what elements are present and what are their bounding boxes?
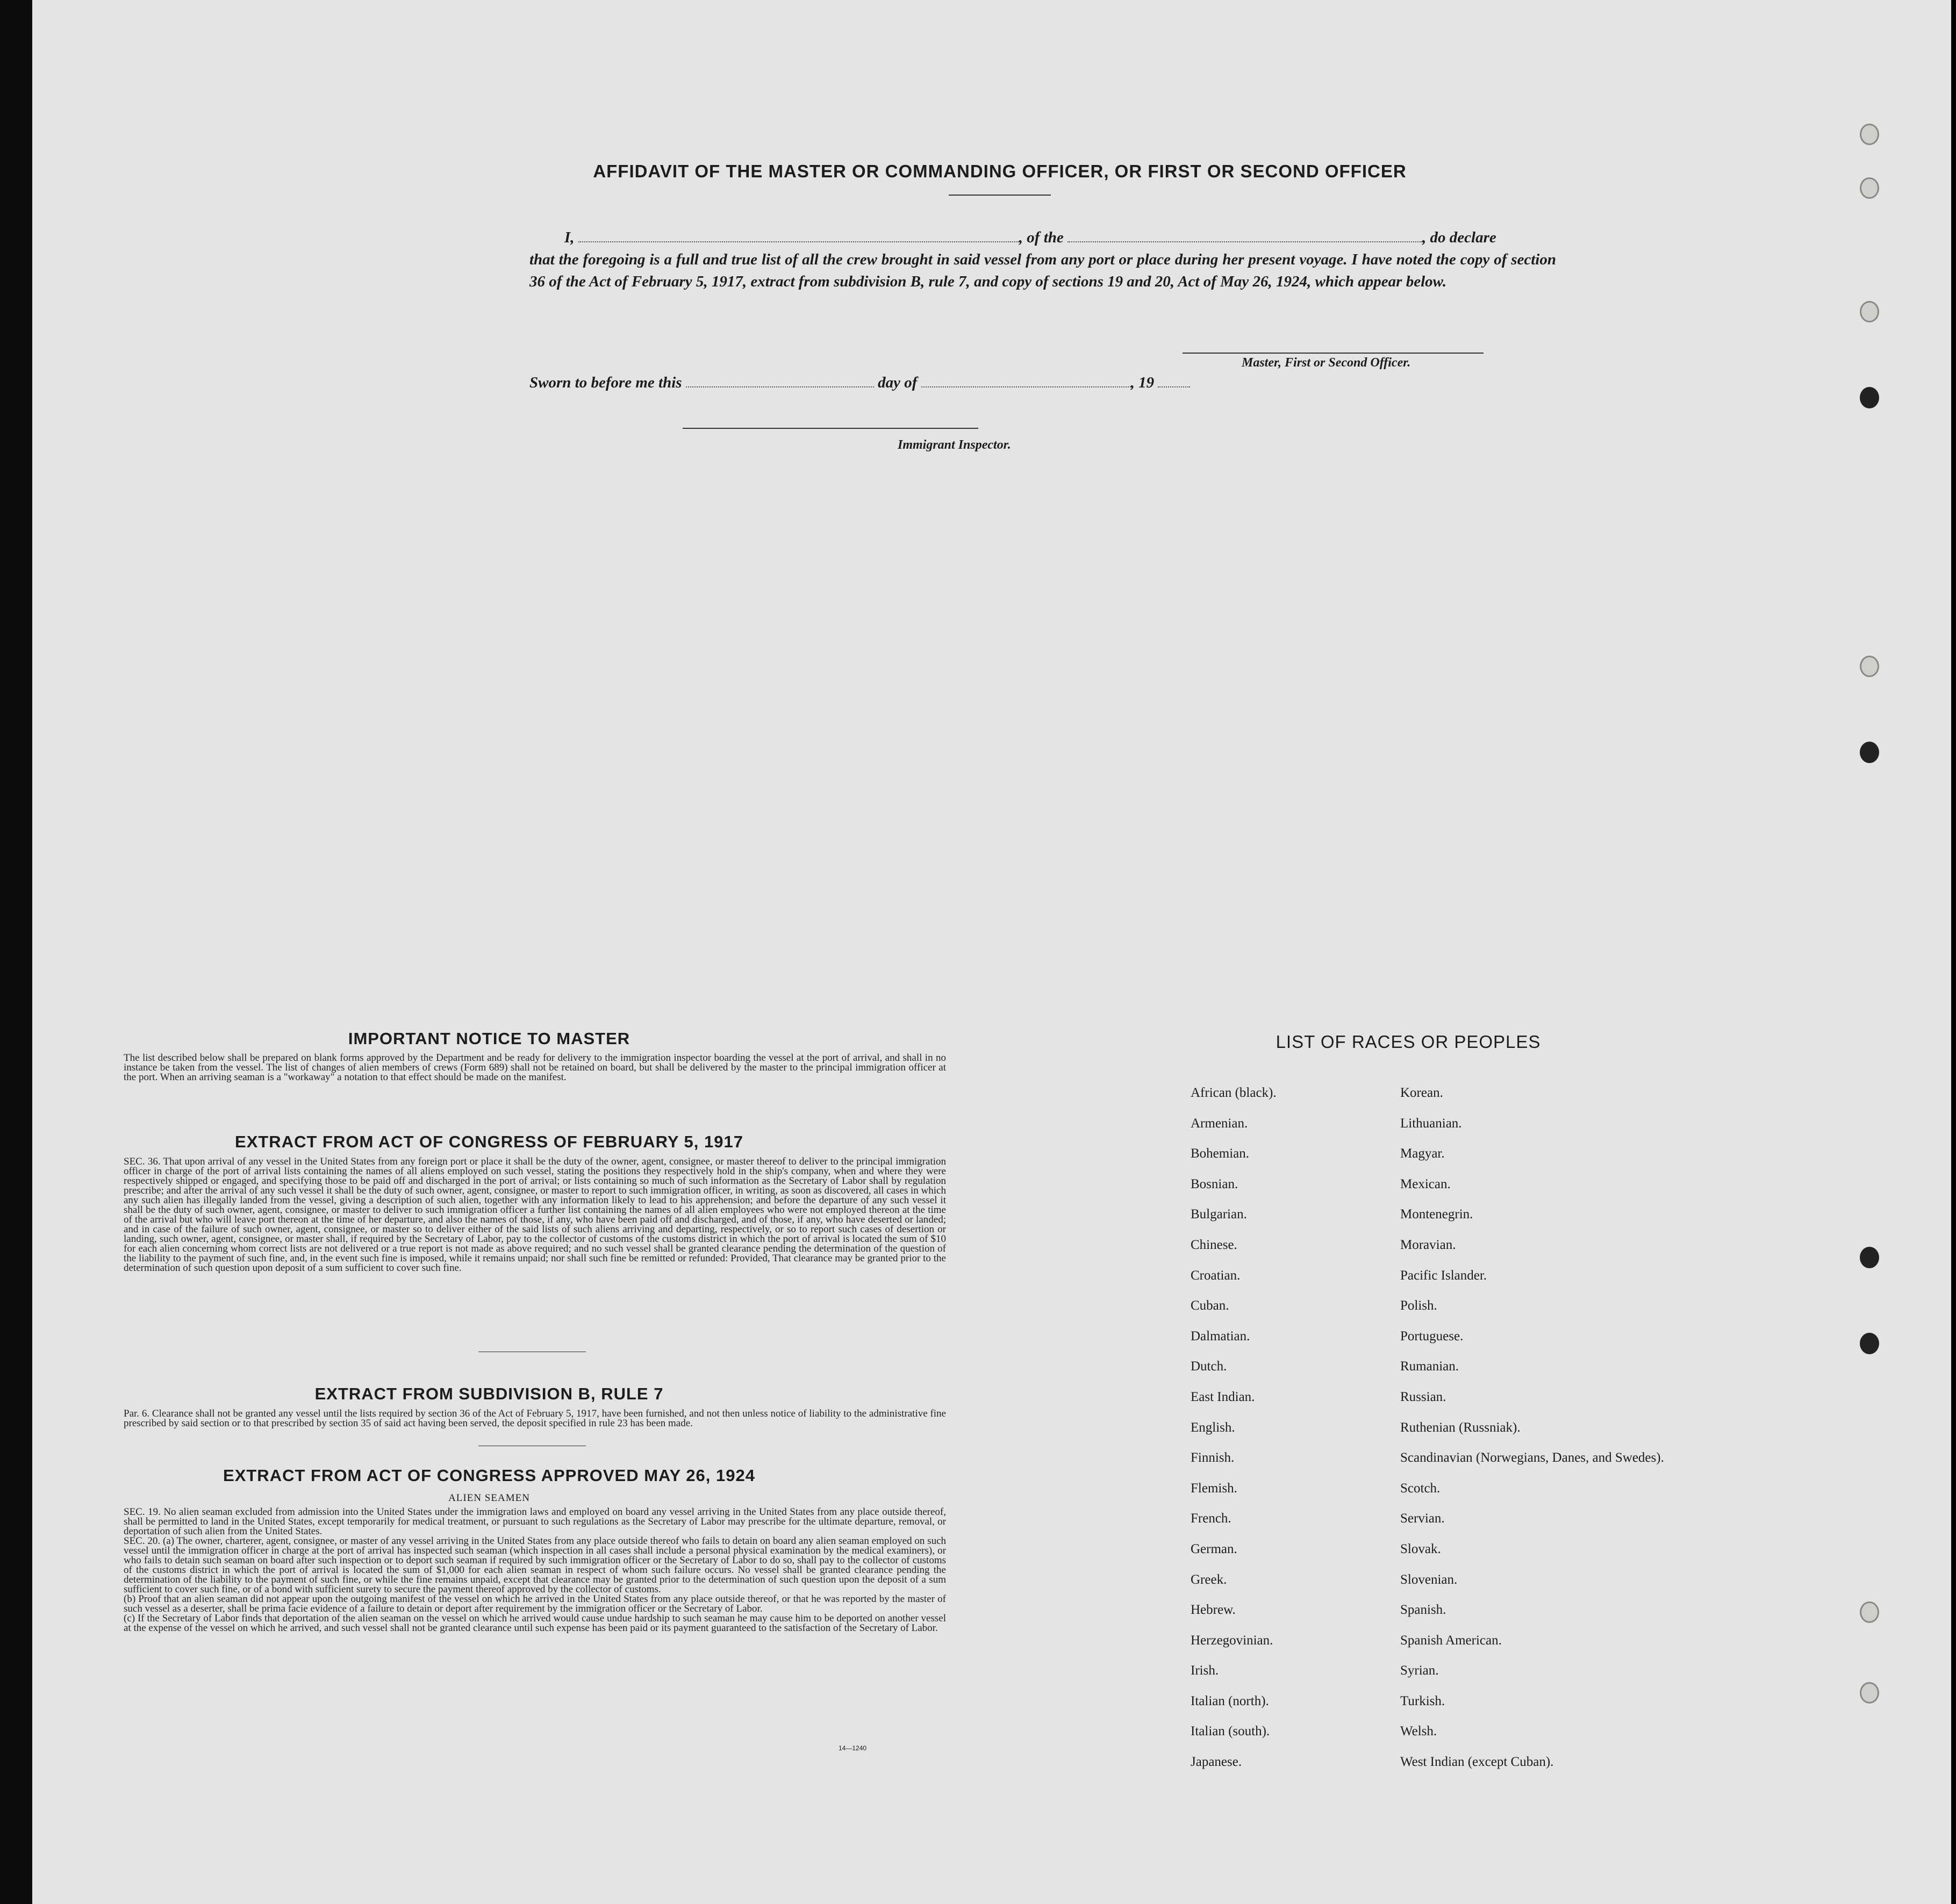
affidavit-body: that the foregoing is a full and true list of all the crew brought in said vessel from any port or place during her present voyage. I have noted the copy of section 36 of the Act of February 5, 1917, extract from subdivision B, rule 7, and copy of sections 19 and 20, Act of May 26, 1924, which appear below. xyxy=(529,251,1556,290)
extract-1924-title: EXTRACT FROM ACT OF CONGRESS APPROVED MAY 26, 1924 xyxy=(223,1466,755,1485)
race-item: Korean. xyxy=(1400,1086,1443,1100)
affidavit-do-declare: , do declare xyxy=(1422,229,1496,246)
races-right-column xyxy=(1400,1078,1664,1778)
sec-20b-text: (b) Proof that an alien seaman did not appear upon the outgoing manifest of the vessel on which he arrived in the United States from any place outside thereof, or that he was reported by the master of such vessel as a deserter, shall be prima facie evidence of a failure to detain or deport after requirement by the immigration officer or the Secretary of Labor. xyxy=(124,1593,946,1614)
day-blank[interactable] xyxy=(686,373,874,387)
name-blank[interactable] xyxy=(578,228,1019,242)
notice-title: IMPORTANT NOTICE TO MASTER xyxy=(348,1029,630,1048)
race-item: Cuban. xyxy=(1191,1298,1229,1313)
race-item: Finnish. xyxy=(1191,1450,1235,1465)
alien-seamen-subtitle: ALIEN SEAMEN xyxy=(448,1492,530,1504)
form-number: 14—1240 xyxy=(839,1744,867,1752)
race-item: Flemish. xyxy=(1191,1481,1237,1496)
race-item: Ruthenian (Russniak). xyxy=(1400,1420,1521,1435)
sworn-text: Sworn to before me this xyxy=(529,374,682,391)
sworn-line xyxy=(529,372,1336,394)
race-item: German. xyxy=(1191,1541,1237,1556)
race-item: Slovenian. xyxy=(1400,1572,1458,1587)
race-item: Scandinavian (Norwegians, Danes, and Swedes). xyxy=(1400,1450,1664,1465)
race-item: Greek. xyxy=(1191,1572,1227,1587)
race-item: Russian. xyxy=(1400,1389,1446,1404)
binder-hole xyxy=(1860,1247,1879,1268)
race-item: Dalmatian. xyxy=(1191,1328,1250,1343)
binder-hole xyxy=(1860,1682,1879,1704)
race-item: Italian (north). xyxy=(1191,1693,1269,1708)
inspector-caption: Immigrant Inspector. xyxy=(898,438,1011,452)
race-item: Bosnian. xyxy=(1191,1176,1238,1191)
year-text: , 19 xyxy=(1130,374,1155,391)
race-item: French. xyxy=(1191,1511,1231,1526)
race-item: Dutch. xyxy=(1191,1359,1227,1374)
day-of-text: day of xyxy=(878,374,918,391)
form-page xyxy=(32,0,1951,1904)
title-rule xyxy=(949,195,1051,196)
races-title: LIST OF RACES OR PEOPLES xyxy=(1276,1032,1541,1052)
race-item: Servian. xyxy=(1400,1511,1445,1526)
race-item: Polish. xyxy=(1400,1298,1437,1313)
sec-19-text: SEC. 19. No alien seaman excluded from admission into the United States under the immigration laws and employed on board any vessel arriving in the United States from any place outside thereof, shall be permitted to land in the United States, except temporarily for medical treatment, or pursuant to such regulations as the Secretary of Labor may prescribe for the ultimate departure, removal, or deportation of such alien from the United States. xyxy=(124,1506,946,1537)
affidavit-declaration xyxy=(529,227,1556,293)
race-item: Syrian. xyxy=(1400,1663,1439,1678)
races-left-column xyxy=(1191,1078,1277,1778)
race-item: Italian (south). xyxy=(1191,1724,1270,1739)
affidavit-i: I, xyxy=(564,229,575,246)
race-item: Slovak. xyxy=(1400,1541,1441,1556)
binder-hole xyxy=(1860,177,1879,199)
binder-hole xyxy=(1860,387,1879,408)
race-item: Rumanian. xyxy=(1400,1359,1459,1374)
sec-20c-text: (c) If the Secretary of Labor finds that deportation of the alien seaman on the vessel on which he arrived would cause undue hardship to such seaman he may cause him to be deported on another vessel at the expense of the vessel on which he arrived, and such vessel shall not be granted clearance until such expense has been paid or its payment guaranteed to the satisfaction of the Secretary of Labor. xyxy=(124,1613,946,1634)
binder-hole xyxy=(1860,301,1879,322)
binder-hole xyxy=(1860,1333,1879,1354)
race-item: Bulgarian. xyxy=(1191,1207,1247,1222)
race-item: Portuguese. xyxy=(1400,1328,1464,1343)
race-item: African (black). xyxy=(1191,1086,1277,1100)
race-item: Bohemian. xyxy=(1191,1146,1250,1161)
vessel-blank[interactable] xyxy=(1067,228,1422,242)
race-item: East Indian. xyxy=(1191,1389,1255,1404)
race-item: Spanish. xyxy=(1400,1603,1446,1618)
extract-1917-title: EXTRACT FROM ACT OF CONGRESS OF FEBRUARY 5, 1917 xyxy=(235,1132,743,1151)
extract-rule7-title: EXTRACT FROM SUBDIVISION B, RULE 7 xyxy=(314,1384,664,1403)
binder-hole xyxy=(1860,124,1879,145)
race-item: Japanese. xyxy=(1191,1755,1242,1770)
race-item: Montenegrin. xyxy=(1400,1207,1473,1222)
race-item: Chinese. xyxy=(1191,1237,1237,1252)
race-item: Scotch. xyxy=(1400,1481,1441,1496)
scan-edge xyxy=(0,0,32,1904)
race-item: Mexican. xyxy=(1400,1176,1451,1191)
race-item: Magyar. xyxy=(1400,1146,1445,1161)
binder-hole xyxy=(1860,742,1879,763)
extract-1917-text: SEC. 36. That upon arrival of any vessel in the United States from any foreign port or place it shall be the duty of the owner, agent, consignee, or master thereof to deliver to the principal immigration officer in charge of the port of arrival lists containing the names of all aliens employed on such vessel, stating the positions they respectively hold in the ship's company, when and where they were respectively shipped or engaged, and specifying those to be paid off and discharged in the port of arrival; or lists containing so much of such information as the Secretary of Labor shall by regulation prescribe; and after the arrival of any such vessel it shall be the duty of such owner, agent, consignee, or master to report to such immigration officer, in writing, as soon as discovered, all cases in which any such alien has illegally landed from the vessel, giving a description of such alien, together with any information likely to lead to his apprehension; and before the departure of any such vessel it shall be the duty of such owner, agent, consignee, or master to deliver to such immigration officer a further list containing the names of all alien employees who were not employed thereon at the time of the arrival but who will leave port thereon at the time of her departure, and also the names of those, if any, who have been paid off and discharged, and of those, if any, who have deserted or landed; and in case of the failure of such owner, agent, consignee, or master so to deliver either of the said lists of such aliens arriving and departing, respectively, or so to report such cases of desertion or landing, such owner, agent, consignee, or master shall, if required by the Secretary of Labor, pay to the collector of customs of the customs district in which the port of arrival is located the sum of $10 for each alien concerning whom correct lists are not delivered or a true report is not made as above required; and no such vessel shall be granted clearance pending the determination of the question of the liability to the payment of such fine, and, in the event such fine is imposed, while it remains unpaid; nor shall such fine be remitted or refunded: Provided, That clearance may be granted prior to the determination of such question upon deposit of a sum sufficient to cover such fine. xyxy=(124,1156,946,1274)
race-item: Armenian. xyxy=(1191,1116,1248,1131)
binder-hole xyxy=(1860,656,1879,677)
sec-20a-text: SEC. 20. (a) The owner, charterer, agent, consignee, or master of any vessel arriving in the United States from any place outside thereof who fails to detain on board any alien seaman employed on such vessel until the immigration officer in charge at the port of arrival has inspected such seaman (which inspection in all cases shall include a personal physical examination by the medical examiners), or who fails to detain such seaman on board after such inspection or to deport such seaman if required by such immigration officer or the Secretary of Labor to do so, shall pay to the collector of customs of the customs district in which the port of arrival is located the sum of $1,000 for each alien seaman in respect of whom such failure occurs. No vessel shall be granted clearance pending the determination of the liability to the payment of such fine, or while the fine remains unpaid, except that clearance may be granted prior to the determination of such question upon the deposit of a sum sufficient to cover such fine, or of a bond with sufficient surety to secure the payment thereof approved by the collector of customs. xyxy=(124,1535,946,1595)
race-item: Turkish. xyxy=(1400,1693,1445,1708)
race-item: Pacific Islander. xyxy=(1400,1268,1487,1283)
master-caption: Master, First or Second Officer. xyxy=(1242,356,1411,370)
affidavit-title: AFFIDAVIT OF THE MASTER OR COMMANDING OFFICER, OR FIRST OR SECOND OFFICER xyxy=(593,161,1407,181)
race-item: Croatian. xyxy=(1191,1268,1241,1283)
affidavit-of-the: , of the xyxy=(1019,229,1064,246)
month-blank[interactable] xyxy=(921,373,1131,387)
race-item: Lithuanian. xyxy=(1400,1116,1462,1131)
master-signature-line[interactable] xyxy=(1183,353,1484,354)
year-blank[interactable] xyxy=(1158,373,1190,387)
race-item: Irish. xyxy=(1191,1663,1219,1678)
race-item: Spanish American. xyxy=(1400,1633,1502,1648)
inspector-signature-line[interactable] xyxy=(683,428,978,429)
extract-rule7-text: Par. 6. Clearance shall not be granted any vessel until the lists required by section 36 of the Act of February 5, 1917, have been furnished, and not then unless notice of liability to the administrative fine prescribed by said section or to that prescribed by section 35 of said act having been served, the deposit specified in rule 23 has been made. xyxy=(124,1408,946,1429)
race-item: Herzegovinian. xyxy=(1191,1633,1273,1648)
binder-hole xyxy=(1860,1601,1879,1623)
affidavit-line1 xyxy=(529,227,1556,249)
race-item: English. xyxy=(1191,1420,1235,1435)
race-item: Welsh. xyxy=(1400,1724,1437,1739)
race-item: West Indian (except Cuban). xyxy=(1400,1755,1554,1770)
notice-text: The list described below shall be prepared on blank forms approved by the Department and be ready for delivery to the immigration inspector boarding the vessel at the port of arrival, and shall in no instance be taken from the vessel. The list of changes of alien members of crews (Form 689) shall not be retained on board, but shall be delivered by the master to the principal immigration officer at the port. When an arriving seaman is a "workaway" a notation to that effect should be made on the manifest. xyxy=(124,1052,946,1083)
race-item: Hebrew. xyxy=(1191,1603,1236,1618)
extract-1924-body xyxy=(124,1507,946,1633)
race-item: Moravian. xyxy=(1400,1237,1456,1252)
